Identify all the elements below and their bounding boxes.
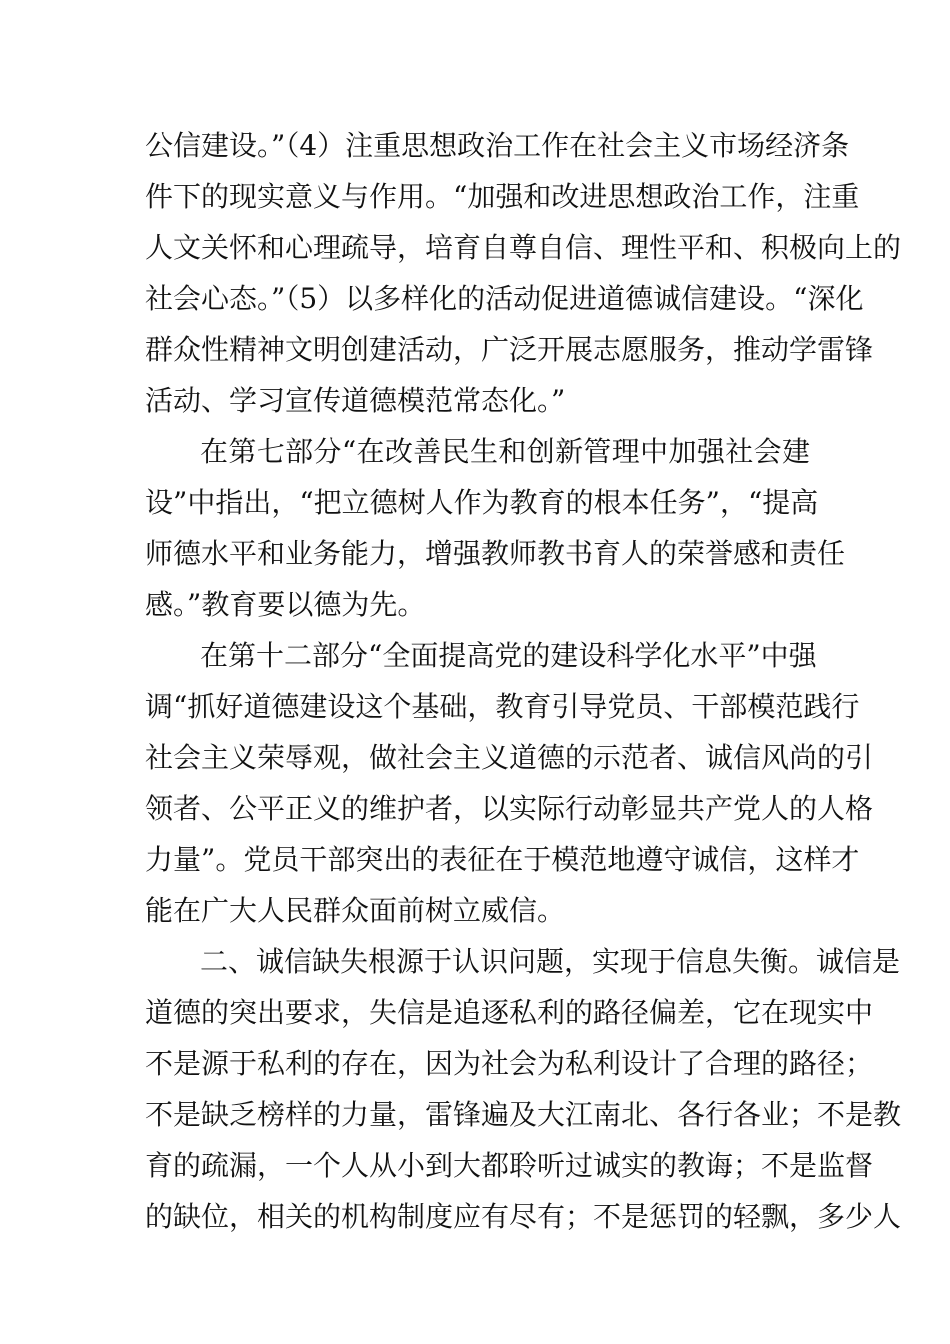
text-line: 师德水平和业务能力，增强教师教书育人的荣誉感和责任 xyxy=(145,537,846,570)
paragraph-1 xyxy=(145,120,902,426)
body-text xyxy=(145,120,902,1242)
paragraph-4 xyxy=(145,936,902,1242)
text-line: 件下的现实意义与作用。“加强和改进思想政治工作，注重 xyxy=(145,180,860,213)
text-line: 在第七部分“在改善民生和创新管理中加强社会建 xyxy=(200,435,810,468)
text-line: 领者、公平正义的维护者，以实际行动彰显共产党人的人格 xyxy=(145,792,874,825)
text-line: 活动、学习宣传道德模范常态化。” xyxy=(145,384,566,417)
text-line: 公信建设。”（4）注重思想政治工作在社会主义市场经济条 xyxy=(145,129,850,162)
text-line: 不是源于私利的存在，因为社会为私利设计了合理的路径； xyxy=(145,1047,874,1080)
paragraph-2 xyxy=(145,426,846,630)
text-line: 育的疏漏，一个人从小到大都聆听过诚实的教诲；不是监督 xyxy=(145,1149,874,1182)
text-line: 社会心态。”（5）以多样化的活动促进道德诚信建设。“深化 xyxy=(145,282,864,315)
text-line: 社会主义荣辱观，做社会主义道德的示范者、诚信风尚的引 xyxy=(145,741,874,774)
text-line: 在第十二部分“全面提高党的建设科学化水平”中强 xyxy=(200,639,817,672)
text-line: 道德的突出要求，失信是追逐私利的路径偏差，它在现实中 xyxy=(145,996,874,1029)
text-line: 力量”。党员干部突出的表征在于模范地遵守诚信，这样才 xyxy=(145,843,860,876)
text-line: 不是缺乏榜样的力量，雷锋遍及大江南北、各行各业；不是教 xyxy=(145,1098,902,1131)
text-line: 能在广大人民群众面前树立威信。 xyxy=(145,894,566,927)
text-line: 人文关怀和心理疏导，培育自尊自信、理性平和、积极向上的 xyxy=(145,231,902,264)
text-line: 群众性精神文明创建活动，广泛开展志愿服务，推动学雷锋 xyxy=(145,333,874,366)
paragraph-3 xyxy=(145,630,874,936)
text-line: 二、诚信缺失根源于认识问题，实现于信息失衡。诚信是 xyxy=(200,945,901,978)
text-line: 的缺位，相关的机构制度应有尽有；不是惩罚的轻飘，多少人 xyxy=(145,1200,902,1233)
text-line: 调“抓好道德建设这个基础，教育引导党员、干部模范践行 xyxy=(145,690,860,723)
text-line: 感。”教育要以德为先。 xyxy=(145,588,426,621)
text-line: 设”中指出，“把立德树人作为教育的根本任务”，“提高 xyxy=(145,486,819,519)
